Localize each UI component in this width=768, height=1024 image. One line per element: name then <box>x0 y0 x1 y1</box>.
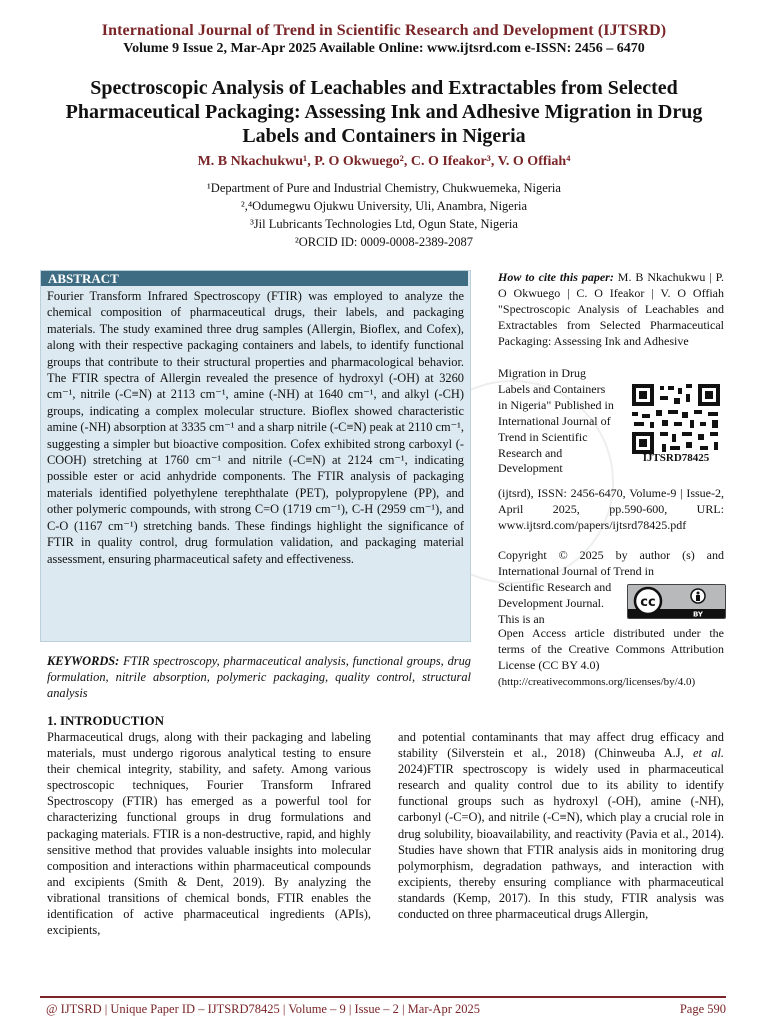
citation-label: How to cite this paper: <box>498 270 614 284</box>
body-right-a: and potential contaminants that may affect drug efficacy and stability (Silverstein et al., 2018) (Chinweuba A.J, <box>398 730 724 761</box>
paper-title: Spectroscopic Analysis of Leachables and Extractables from Selected Pharmaceutical Packaging: Assessing Ink and Adhesive Migration in Drug Labels and Containers in Nigeria <box>65 77 703 147</box>
orcid-line: ²ORCID ID: 0009-0008-2389-2087 <box>294 235 474 249</box>
copyright-bottom <box>498 626 724 691</box>
affiliation-2: ²,⁴Odumegwu Ojukwu University, Uli, Anambra, Nigeria <box>240 199 528 213</box>
citation-narrow: Migration in Drug Labels and Containers in Nigeria" Published in International Journal of Trend in Scientific Research and Development <box>498 366 614 476</box>
affiliation-1: ¹Department of Pure and Industrial Chemistry, Chukwuemeka, Nigeria <box>207 181 561 195</box>
citation-lower: (ijtsrd), ISSN: 2456-6470, Volume-9 | Issue-2, April 2025, pp.590-600, URL: www.ijtsrd.com/papers/ijtsrd78425.pdf <box>498 486 724 532</box>
svg-text:BY: BY <box>692 610 704 619</box>
abstract-text: Fourier Transform Infrared Spectroscopy (FTIR) was employed to analyze the chemical composition of pharmaceutical drugs, their labels, and packaging materials. The study examined three drug samples (Allergin, Bioflex, and Cofex), along with their respective packaging containers and labels, to identify functional groups that contribute to their structural properties and pharmacological behavior. The FTIR spectra of Allergin revealed the presence of hydroxyl (-OH) at 3260 cm⁻¹, nitrile (-C≡N) at 2113 cm⁻¹, amine (-NH) at 1640 cm⁻¹, and alkyl (-CH) groups, indicating a complex molecular structure. Bioflex showed characteristic amine (-NH) absorption at 3335 cm⁻¹ and a sharp nitrile (-C≡N) peak at 2110 cm⁻¹, suggesting a simpler but bioactive composition. Cofex exhibited strong carboxyl (-COOH) stretching at 1760 cm⁻¹ and nitrile (-C≡N) at 2124 cm⁻¹, indicating possible ester or acid anhydride components. The FTIR analysis of packaging materials identified polyethylene terephthalate (PET), polypropylene (PP), and other polymeric compounds, with strong C=O (1719 cm⁻¹), C-H (2959 cm⁻¹), and C-O (1167 cm⁻¹) stretching bands. These findings highlight the significance of FTIR in quality control, drug formulation validation, and packaging material assessment, ensuring pharmaceutical safety and effectiveness. <box>47 289 464 566</box>
abstract-heading: ABSTRACT <box>41 271 468 286</box>
body-column-right <box>398 729 724 922</box>
license-link[interactable]: (http://creativecommons.org/licenses/by/4.0) <box>498 675 696 688</box>
cc-by-license-icon[interactable] <box>627 584 726 619</box>
citation-top: M. B Nkachukwu | P. O Okwuego | C. O Ifeakor | V. O Offiah "Spectroscopic Analysis of Leachables and Extractables from Selected Pharmaceutical Packaging: Assessing Ink and Adhesive <box>498 270 725 348</box>
footer-info: @ IJTSRD | Unique Paper ID – IJTSRD78425 | Volume – 9 | Issue – 2 | Mar-Apr 2025 <box>46 1002 480 1016</box>
svg-text:cc: cc <box>640 595 656 610</box>
affiliation-3: ³Jil Lubricants Technologies Ltd, Ogun State, Nigeria <box>250 217 518 231</box>
copyright-text: Open Access article distributed under the terms of the Creative Commons Attribution License (CC BY 4.0) <box>498 626 724 672</box>
journal-name: International Journal of Trend in Scientific Research and Development (IJTSRD) <box>101 22 667 39</box>
body-right-em: et al. <box>693 746 724 761</box>
copyright-narrow: Scientific Research and Development Journal. This is an <box>498 580 612 626</box>
keywords-text: FTIR spectroscopy, pharmaceutical analysis, functional groups, drug formulation, nitrile absorption, polymeric packaging, quality control, structural analysis <box>47 654 471 700</box>
qr-paper-id: IJTSRD78425 <box>642 452 710 464</box>
page-number: Page 590 <box>679 1002 726 1016</box>
keywords <box>47 653 471 701</box>
footer-divider <box>40 996 726 998</box>
page-footer <box>46 1002 726 1017</box>
citation-block <box>498 270 724 350</box>
author-list: M. B Nkachukwu¹, P. O Okwuego², C. O Ifeakor³, V. O Offiah⁴ <box>197 154 571 169</box>
body-column-left: Pharmaceutical drugs, along with their packaging and labeling materials, must undergo rigorous analytical testing to ensure their chemical integrity, stability, and safety. Among various spectroscopic techniques, Fourier Transform Infrared Spectroscopy (FTIR) has emerged as a powerful tool for characterizing functional groups in drug formulations and packaging materials. FTIR is a non-destructive, rapid, and highly sensitive method that provides valuable insights into molecular composition and interactions within pharmaceutical compounds and excipients (Smith & Dent, 2019). By analyzing the vibrational transitions of chemical bonds, FTIR enables the identification of active pharmaceutical ingredients (APIs), excipients, <box>47 730 371 938</box>
volume-line: Volume 9 Issue 2, Mar-Apr 2025 Available Online: www.ijtsrd.com e-ISSN: 2456 – 6470 <box>123 41 645 56</box>
section-heading-introduction: 1. INTRODUCTION <box>47 713 165 728</box>
keywords-label: KEYWORDS: <box>47 654 120 668</box>
body-right-b: 2024)FTIR spectroscopy is widely used in pharmaceutical research and quality control due to its ability to identify functional groups such as hydroxyl (-OH), amine (-NH), carbonyl (-C=O), and nitrile (-C≡N), which play a crucial role in drug solubility, bioavailability, and reactivity (Pavia et al., 2014). Studies have shown that FTIR analysis aids in monitoring drug polymorphism, degradation pathways, and interaction with excipients, thereby ensuring compliance with pharmaceutical standards (Kemp, 2017). In this study, FTIR analysis was conducted on three pharmaceutical drugs Allergin, <box>398 762 724 922</box>
copyright-top: Copyright © 2025 by author (s) and International Journal of Trend in <box>498 548 724 578</box>
